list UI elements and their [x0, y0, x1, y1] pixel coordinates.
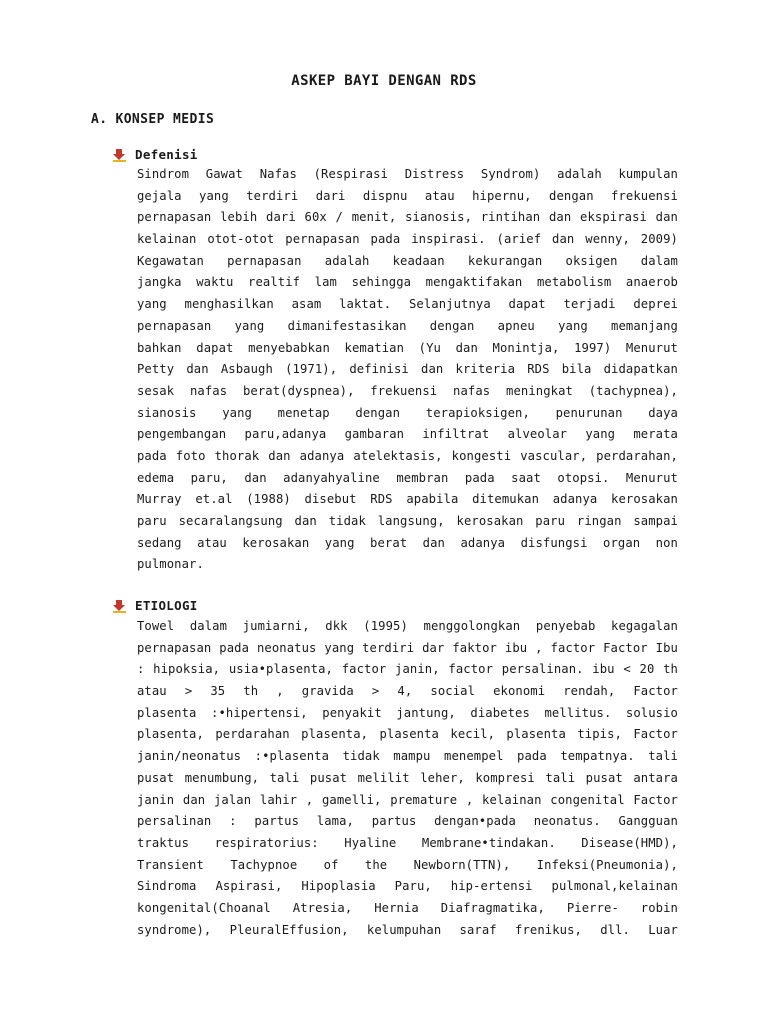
text-line: sianosis yang menetap dengan terapioksigen, penurunan daya	[137, 405, 678, 420]
text-line: atau > 35 th , gravida > 4, social ekonomi rendah, Factor	[137, 684, 678, 699]
text-line: pernapasan yang dimanifestasikan dengan apneu yang memanjang	[137, 318, 678, 333]
text-line: kelainan otot-otot pernapasan pada inspirasi. (arief dan wenny, 2009)	[137, 232, 678, 247]
text-line: paru secaralangsung dan tidak langsung, kerosakan paru ringan sampai	[137, 514, 678, 528]
defenisi-paragraph	[137, 164, 678, 576]
text-line: kongenital(Choanal Atresia, Hernia Diafragmatika, Pierre- robin	[137, 900, 678, 915]
text-line: jangka waktu realtif lam sehingga mengaktifakan metabolism anaerob	[137, 275, 678, 290]
text-line: persalinan : partus lama, partus dengan•pada neonatus. Gangguan	[137, 814, 678, 829]
text-line: gejala yang terdiri dari dispnu atau hipernu, dengan frekuensi	[137, 188, 678, 203]
text-line: Towel dalam jumiarni, dkk (1995) menggolongkan penyebab kegagalan	[137, 619, 678, 633]
document-title: ASKEP BAYI DENGAN RDS	[291, 73, 477, 89]
text-line: edema paru, dan adanyahyaline membran pada saat otopsi. Menurut	[137, 470, 678, 485]
text-line: plasenta :•hipertensi, penyakit jantung, diabetes mellitus. solusio	[137, 705, 678, 720]
section-a-heading	[91, 112, 214, 127]
text-line: traktus respiratorius: Hyaline Membrane•tindakan. Disease(HMD),	[137, 835, 678, 850]
text-line: Transient Tachypnoe of the Newborn(TTN), Infeksi(Pneumonia),	[137, 857, 678, 872]
text-line: pernapasan pada neonatus yang terdiri dar faktor ibu , factor Factor Ibu	[137, 640, 678, 655]
text-line: plasenta, perdarahan plasenta, plasenta kecil, plasenta tipis, Factor	[137, 727, 678, 742]
defenisi-heading	[113, 147, 198, 162]
text-line: pengembangan paru,adanya gambaran infiltrat alveolar yang merata	[137, 427, 678, 442]
defenisi-heading-text: Defenisi	[135, 147, 198, 162]
text-line: Sindrom Gawat Nafas (Respirasi Distress Syndrom) adalah kumpulan	[137, 167, 678, 181]
text-line: Murray et.al (1988) disebut RDS apabila ditemukan adanya kerosakan	[137, 492, 678, 507]
etiologi-heading	[113, 598, 198, 613]
text-line: sedang atau kerosakan yang berat dan adanya disfungsi organ non	[137, 535, 678, 550]
text-line: pada foto thorak dan adanya atelektasis, kongesti vascular, perdarahan,	[137, 448, 678, 463]
text-line: bahkan dapat menyebabkan kematian (Yu dan Monintja, 1997) Menurut	[137, 340, 678, 355]
etiologi-heading-text: ETIOLOGI	[135, 598, 198, 613]
etiologi-paragraph	[137, 616, 678, 941]
section-a-letter: A.	[91, 112, 108, 127]
text-line: pulmonar.	[137, 557, 204, 572]
text-line: syndrome), PleuralEffusion, kelumpuhan saraf frenikus, dll. Luar	[137, 922, 678, 937]
text-line: : hipoksia, usia•plasenta, factor janin, factor persalinan. ibu < 20 th	[137, 662, 678, 677]
text-line: Sindroma Aspirasi, Hipoplasia Paru, hip-ertensi pulmonal,kelainan	[137, 879, 678, 894]
text-line: yang menghasilkan asam laktat. Selanjutnya dapat terjadi deprei	[137, 297, 678, 312]
text-line: Kegawatan pernapasan adalah keadaan kekurangan oksigen dalam	[137, 253, 678, 268]
bullet-arrow-icon	[113, 599, 129, 613]
text-line: sesak nafas berat(dyspnea), frekuensi nafas meningkat (tachypnea),	[137, 383, 678, 398]
text-line: janin dan jalan lahir , gamelli, premature , kelainan congenital Factor	[137, 792, 678, 807]
text-line: pernapasan lebih dari 60x / menit, sianosis, rintihan dan ekspirasi dan	[137, 210, 678, 225]
text-line: pusat menumbung, tali pusat melilit leher, kompresi tali pusat antara	[137, 770, 678, 785]
text-line: Petty dan Asbaugh (1971), definisi dan kriteria RDS bila didapatkan	[137, 362, 678, 377]
text-line: janin/neonatus :•plasenta tidak mampu menempel pada tempatnya. tali	[137, 749, 678, 764]
bullet-arrow-icon	[113, 148, 129, 162]
section-a-label: KONSEP MEDIS	[115, 112, 215, 127]
